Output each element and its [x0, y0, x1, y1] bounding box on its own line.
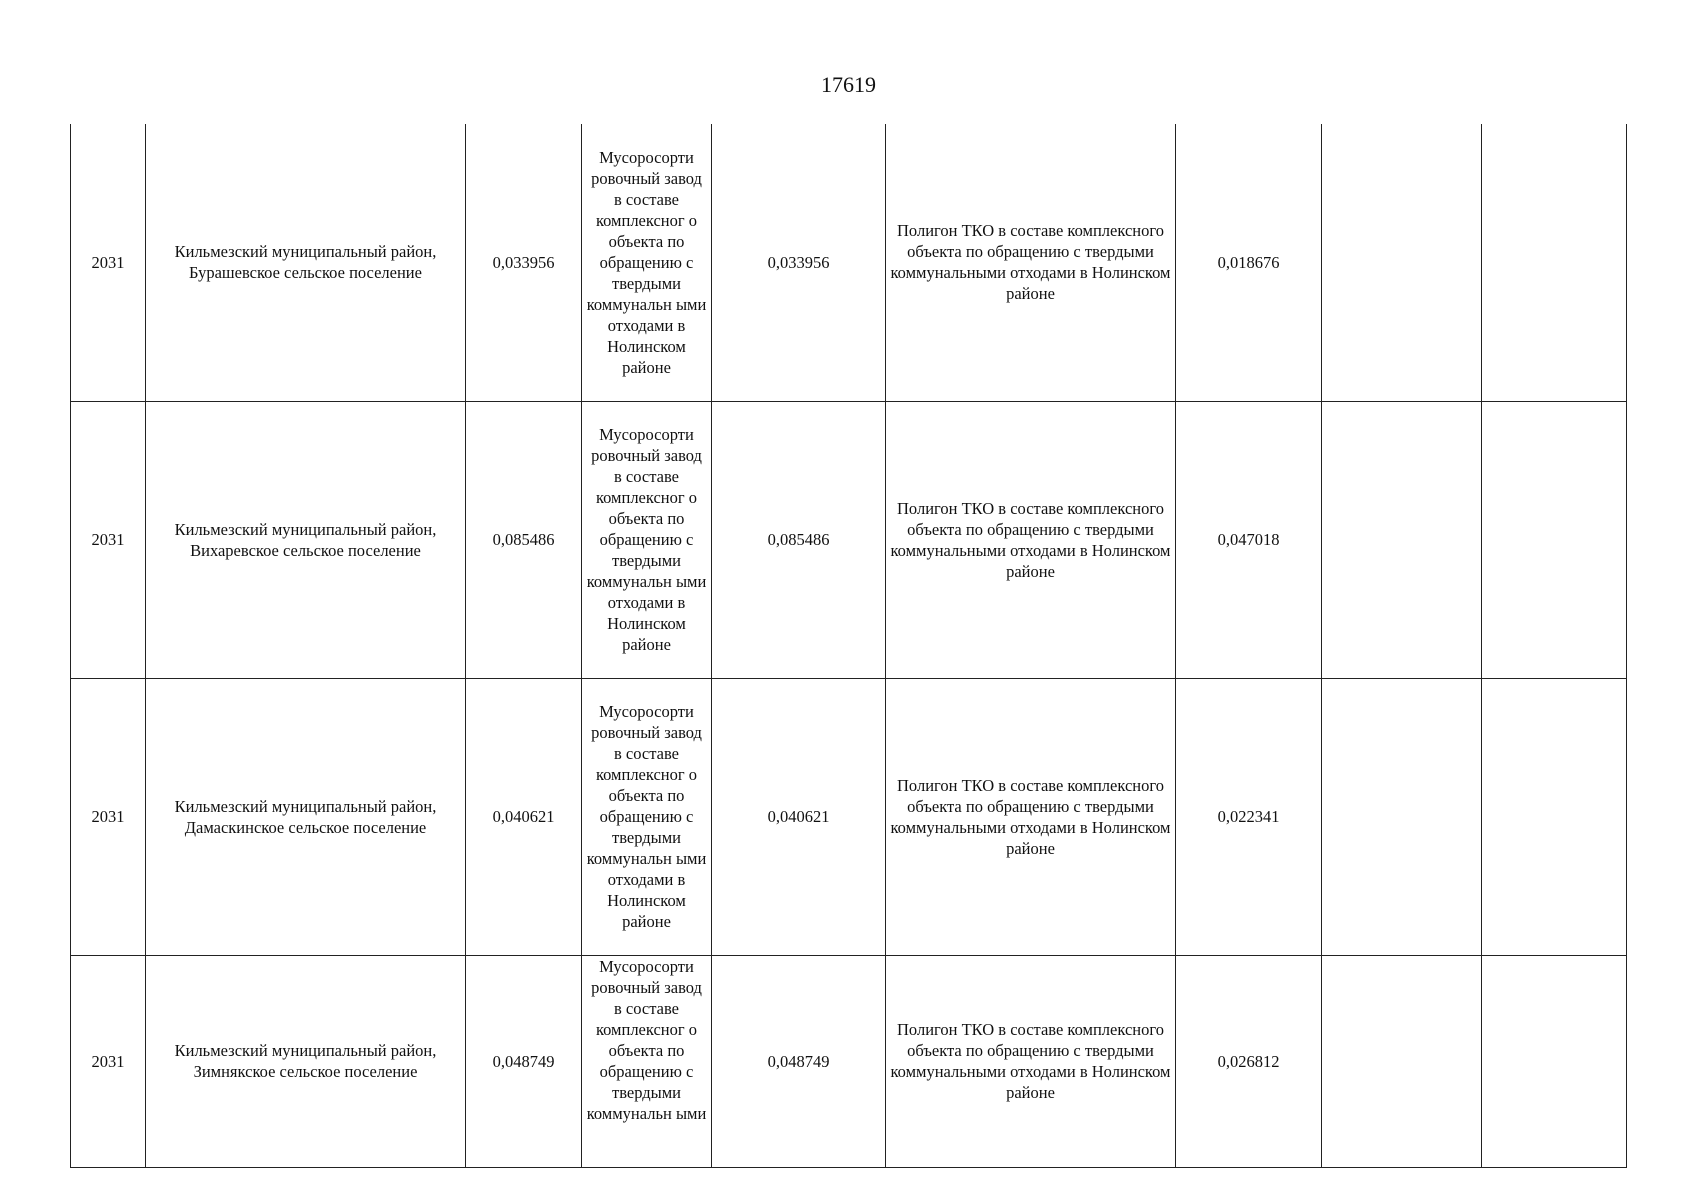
- territory-district: Кильмезский муниципальный район,: [174, 796, 437, 816]
- territory-district: Кильмезский муниципальный район,: [174, 242, 437, 262]
- facility-1-cell: Мусоросорти ровочный завод в составе комплексног о объекта по обращению с твердыми коммунальн ыми отходами в Нолинском районе: [582, 678, 712, 955]
- volume-facility-1-cell: 0,033956: [712, 124, 886, 401]
- year-cell: 2031: [71, 124, 146, 401]
- extra-2-cell: [1482, 401, 1627, 678]
- volume-facility-2-cell: 0,018676: [1176, 124, 1322, 401]
- territory-settlement: Бурашевское сельское поселение: [189, 263, 422, 283]
- volume-total-cell: 0,040621: [466, 678, 582, 955]
- facility-1-cell: Мусоросорти ровочный завод в составе комплексног о объекта по обращению с твердыми коммунальн ыми отходами в Нолинском районе: [582, 401, 712, 678]
- territory-cell: [146, 124, 466, 401]
- page-number: 17619: [821, 72, 876, 97]
- facility-1-cell: Мусоросорти ровочный завод в составе комплексног о объекта по обращению с твердыми коммунальн ыми: [582, 955, 712, 1167]
- facility-2-cell: Полигон ТКО в составе комплексного объекта по обращению с твердыми коммунальными отходами в Нолинском районе: [886, 401, 1176, 678]
- territory-cell: [146, 401, 466, 678]
- volume-total-cell: 0,033956: [466, 124, 582, 401]
- facility-2-cell: Полигон ТКО в составе комплексного объекта по обращению с твердыми коммунальными отходами в Нолинском районе: [886, 955, 1176, 1167]
- table-row: [71, 955, 1627, 1167]
- extra-2-cell: [1482, 678, 1627, 955]
- extra-1-cell: [1322, 401, 1482, 678]
- facility-2-cell: Полигон ТКО в составе комплексного объекта по обращению с твердыми коммунальными отходами в Нолинском районе: [886, 124, 1176, 401]
- facility-1-cell: Мусоросорти ровочный завод в составе комплексног о объекта по обращению с твердыми коммунальн ыми отходами в Нолинском районе: [582, 124, 712, 401]
- extra-1-cell: [1322, 955, 1482, 1167]
- territory-cell: [146, 678, 466, 955]
- table-row: [71, 401, 1627, 678]
- volume-facility-1-cell: 0,048749: [712, 955, 886, 1167]
- territory-settlement: Зимнякское сельское поселение: [193, 1062, 418, 1081]
- extra-2-cell: [1482, 955, 1627, 1167]
- volume-total-cell: 0,085486: [466, 401, 582, 678]
- extra-2-cell: [1482, 124, 1627, 401]
- territory-cell: [146, 955, 466, 1167]
- volume-facility-1-cell: 0,040621: [712, 678, 886, 955]
- waste-flow-table: [70, 124, 1627, 1168]
- volume-facility-2-cell: 0,047018: [1176, 401, 1322, 678]
- volume-facility-2-cell: 0,026812: [1176, 955, 1322, 1167]
- extra-1-cell: [1322, 678, 1482, 955]
- facility-2-cell: Полигон ТКО в составе комплексного объекта по обращению с твердыми коммунальными отходами в Нолинском районе: [886, 678, 1176, 955]
- year-cell: 2031: [71, 955, 146, 1167]
- volume-facility-1-cell: 0,085486: [712, 401, 886, 678]
- territory-settlement: Дамаскинское сельское поселение: [184, 817, 427, 837]
- year-cell: 2031: [71, 678, 146, 955]
- year-cell: 2031: [71, 401, 146, 678]
- territory-district: Кильмезский муниципальный район,: [174, 519, 437, 539]
- extra-1-cell: [1322, 124, 1482, 401]
- territory-settlement: Вихаревское сельское поселение: [190, 540, 421, 560]
- territory-district: Кильмезский муниципальный район,: [174, 1041, 437, 1060]
- table-row: [71, 124, 1627, 401]
- volume-total-cell: 0,048749: [466, 955, 582, 1167]
- volume-facility-2-cell: 0,022341: [1176, 678, 1322, 955]
- table-row: [71, 678, 1627, 955]
